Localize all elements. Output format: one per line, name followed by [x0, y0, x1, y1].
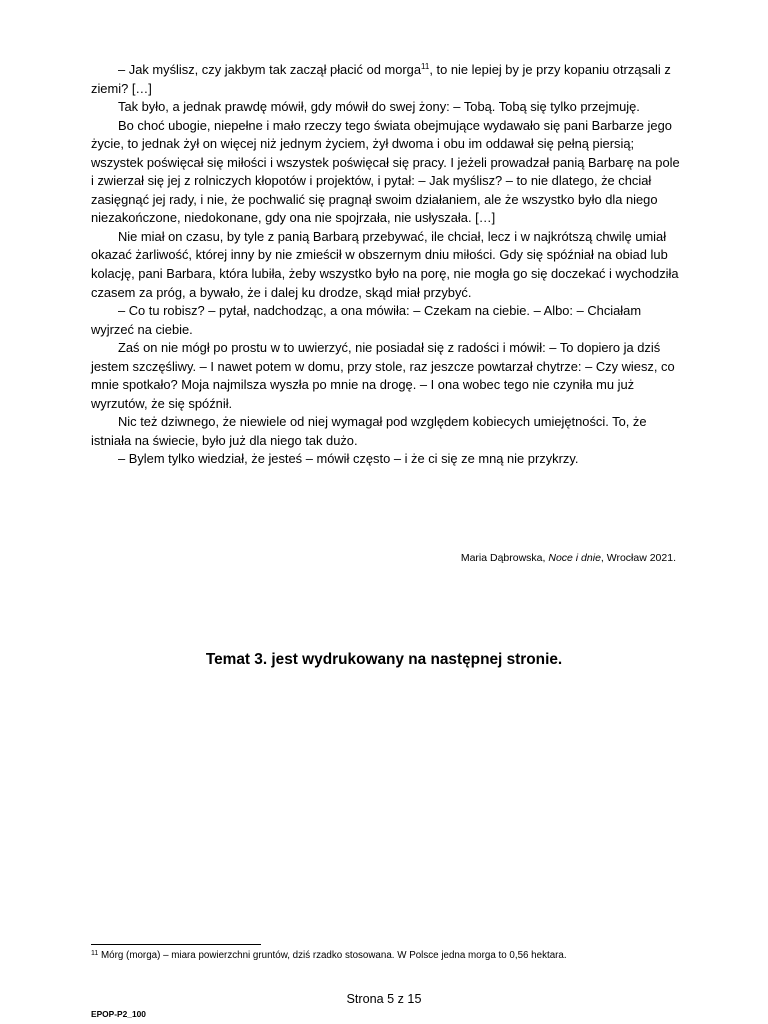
- footnote-ref[interactable]: 11: [421, 62, 430, 71]
- source-title: Noce i dnie: [548, 552, 601, 564]
- paragraph: Nic też dziwnego, że niewiele od niej wymagał pod względem kobiecych umiejętności. To, że istniała na świecie, było już dla niego tak dużo.: [91, 414, 647, 448]
- next-page-notice: Temat 3. jest wydrukowany na następnej stronie.: [205, 651, 563, 668]
- paragraph: Bo choć ubogie, niepełne i mało rzeczy tego świata obejmujące wydawało się pani Barbarze jego życie, to jednak żył on więcej niż jednym życiem, żył dwoma i obu im oddawał się pełną piersią; wszystek poświęcał się miłości i wszystek poświęcał się pracy. I jeżeli prowadzał panią Barbarę na pole i zwierzał się jej z rolniczych kłopotów i projektów, i pytał: – Jak myślisz? – to nie dlatego, że chciał zasięgnąć jej rady, i nie, że pochwalić się pragnął swoim działaniem, ale że wszystko było dla niego niezakończone, niedokonane, gdy ona nie spojrzała, nie usłyszała. […]: [91, 117, 680, 226]
- paragraph: Nie miał on czasu, by tyle z panią Barbarą przebywać, ile chciał, lecz i w najkrótszą chwilę umiał okazać żarliwość, której inny by nie zmieścił w obszernym dniu miłości. Gdy się spóźniał na obiad lub kolację, pani Barbara, która lubiła, żeby wszystko było na porę, nie mogła go się doczekać i wychodziła czasem za próg, a bywało, że i dalej ku drodze, skąd miał przybyć.: [91, 228, 679, 300]
- paragraph: Zaś on nie mógł po prostu w to uwierzyć, nie posiadał się z radości i mówił: – To dopiero ja dziś jestem szczęśliwy. – I nawet potem w domu, przy stole, raz jeszcze powtarzał chytrze: – Czy wiesz, co mnie spotkało? Moja najmilsza wyszła po mnie na drogę. – I ona wobec tego nie czyniła mu już wyrzutów, że się spóźnił.: [91, 340, 675, 411]
- footnote: [91, 950, 711, 961]
- source-citation: [461, 552, 676, 564]
- source-place-year: , Wrocław 2021.: [600, 552, 676, 564]
- paragraph: – Bylem tylko wiedział, że jesteś – mówił często – i że ci się ze mną nie przykrzy.: [118, 451, 579, 467]
- paragraph: Tak było, a jednak prawdę mówił, gdy mówił do swej żony: – Tobą. Tobą się tylko przejmuję.: [118, 99, 640, 115]
- source-author: Maria Dąbrowska,: [460, 552, 546, 564]
- paragraph: – Co tu robisz? – pytał, nadchodząc, a ona mówiła: – Czekam na ciebie. – Albo: – Chciałam wyjrzeć na ciebie.: [91, 303, 642, 337]
- footnote-marker: 11: [91, 950, 99, 957]
- paragraph: – Jak myślisz, czy jakbym tak zaczął płacić od morga$^{11}$, to nie lepiej by je przy kopaniu otrząsali z ziemi? […]: [91, 62, 671, 96]
- document-code: EPOP-P2_100: [91, 1009, 146, 1019]
- passage: [91, 61, 681, 469]
- page-number: Strona 5 z 15: [346, 992, 422, 1006]
- footnote-divider: [91, 944, 261, 945]
- footnote-text: Mórg (morga) – miara powierzchni gruntów, dziś rzadko stosowana. W Polsce jedna morga to 0,56 hektara.: [101, 950, 567, 961]
